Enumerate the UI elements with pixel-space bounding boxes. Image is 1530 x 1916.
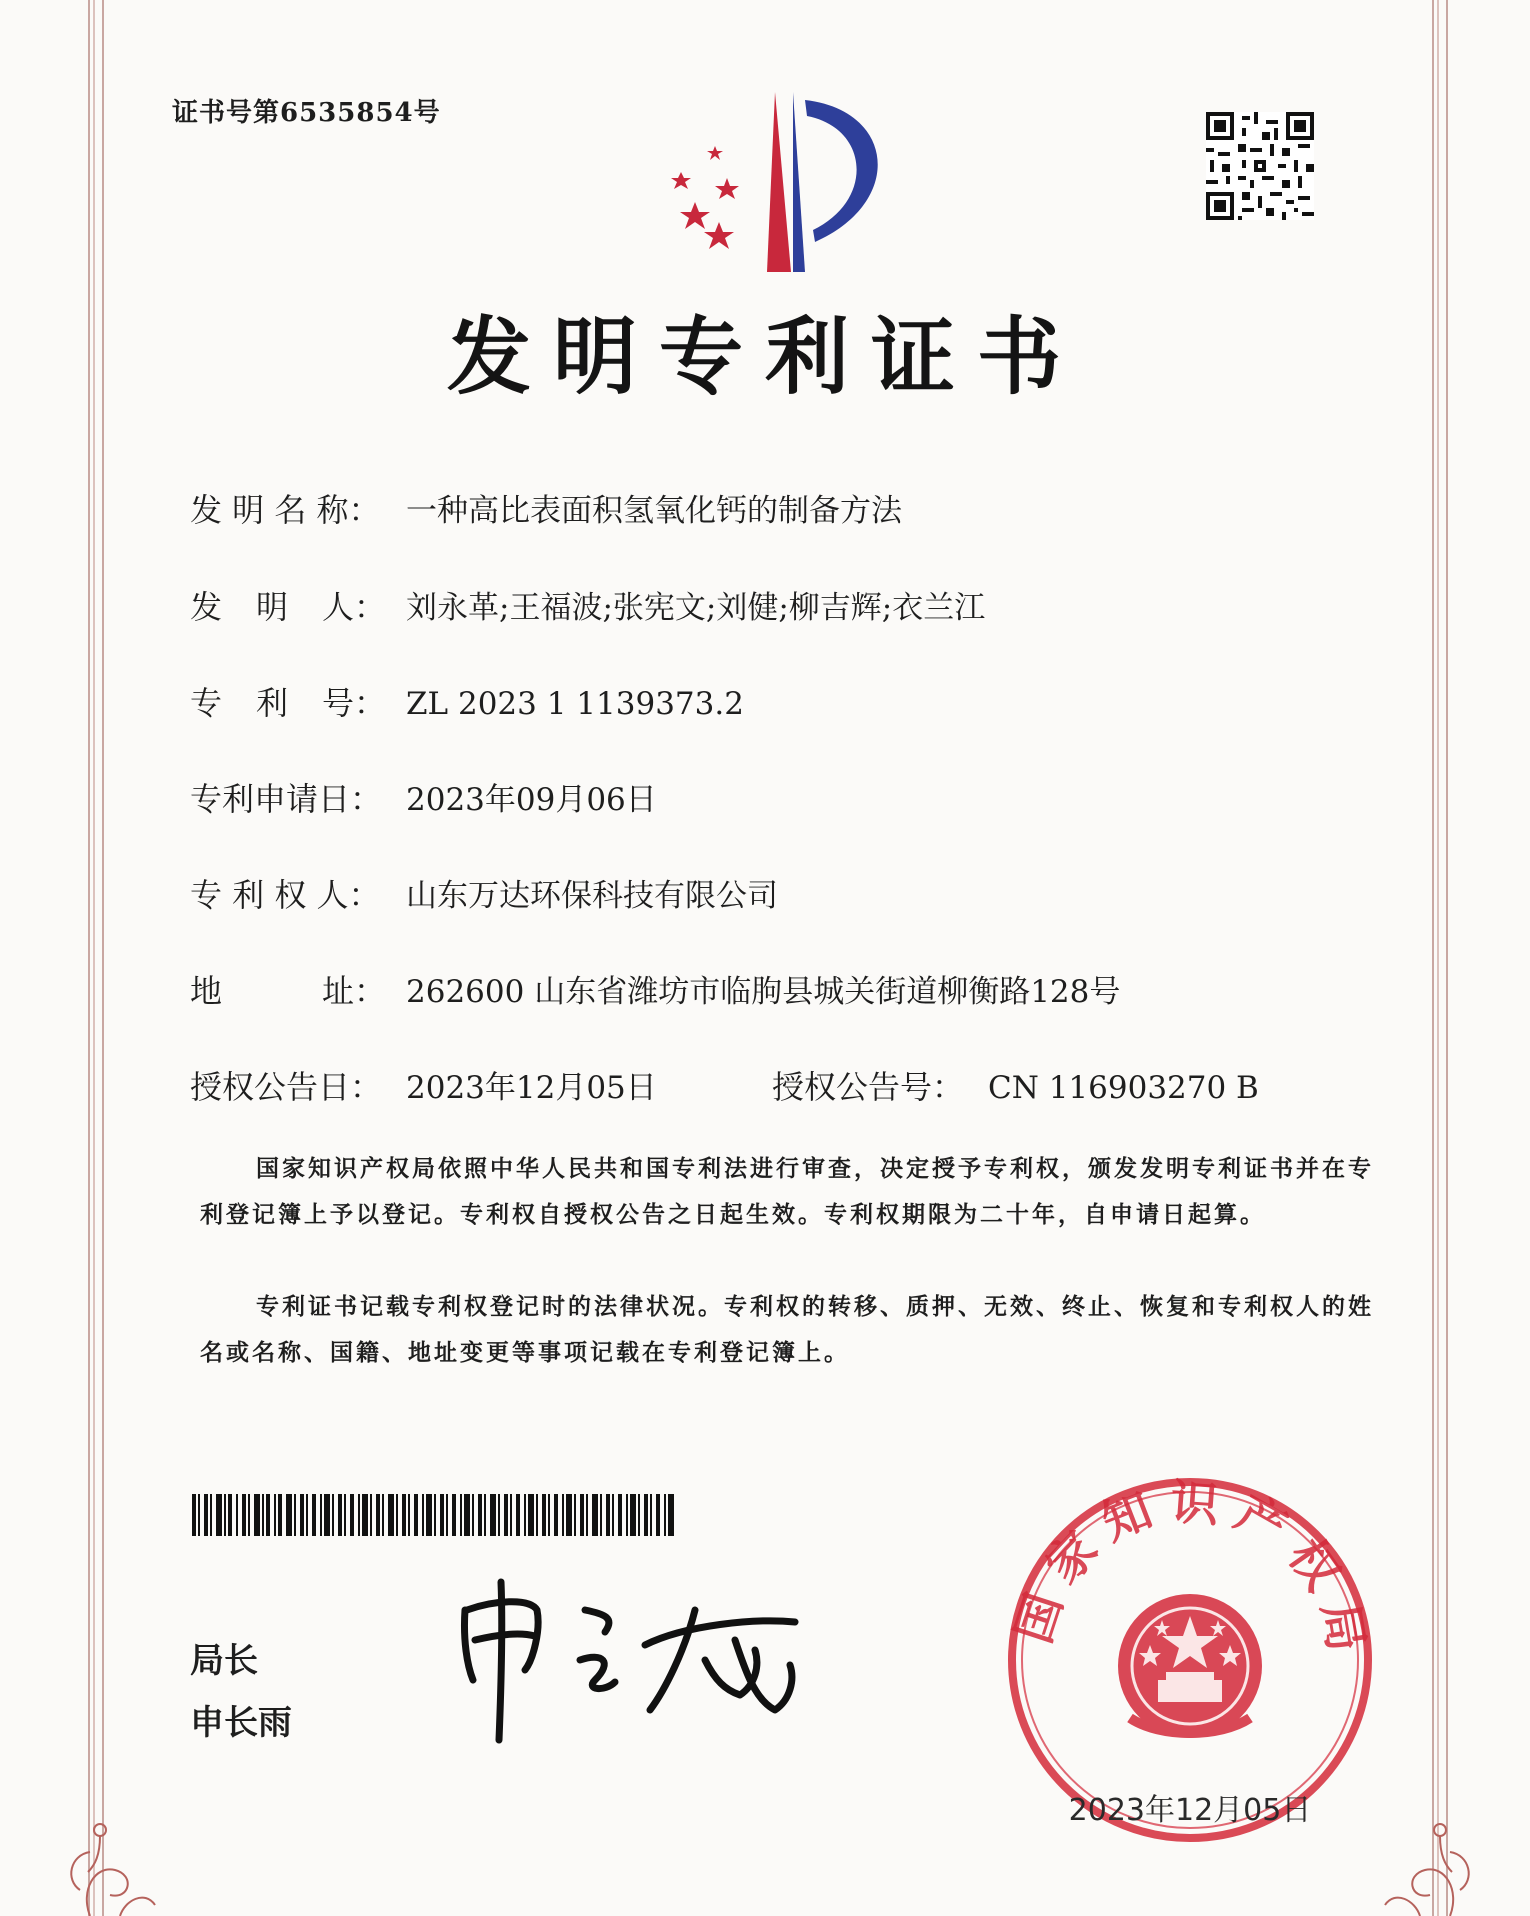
address-label: 地 址： [190, 972, 386, 1010]
patent-number-row [190, 678, 744, 724]
director-signature [455, 1570, 825, 1750]
inventors-value: 刘永革;王福波;张宪文;刘健;柳吉辉;衣兰江 [406, 590, 986, 626]
left-border-decoration [88, 0, 104, 1916]
seal-date: 2023年12月05日 [1068, 1793, 1312, 1828]
corner-ornament-right-icon [1360, 1740, 1480, 1916]
official-seal-icon [1000, 1470, 1380, 1850]
patentee-value: 山东万达环保科技有限公司 [406, 878, 778, 914]
inventors-row [190, 582, 985, 628]
grant-date-row [190, 1062, 657, 1108]
right-border-decoration [1432, 0, 1448, 1916]
invention-name-label: 发 明 名 称： [190, 491, 381, 529]
seal-ring-text: 国家知识产权局 [1005, 1474, 1377, 1670]
certificate-title: 发明专利证书 [446, 307, 1083, 406]
address-row [190, 966, 1120, 1012]
barcode-icon [192, 1494, 674, 1536]
grant-date-label: 授权公告日： [190, 1068, 383, 1106]
grant-date-value: 2023年12月05日 [406, 1070, 657, 1106]
qr-code-icon [1206, 112, 1314, 220]
invention-name-value: 一种高比表面积氢氧化钙的制备方法 [406, 493, 902, 529]
cnipa-logo-icon [655, 92, 895, 272]
certificate-number: 证书号第6535854号 [172, 98, 441, 128]
corner-ornament-left-icon [60, 1740, 180, 1916]
filing-date-label: 专利申请日： [190, 780, 383, 818]
patent-number-label: 专 利 号： [190, 684, 386, 722]
director-title: 局长 [190, 1641, 258, 1681]
legal-paragraph-2: 专利证书记载专利权登记时的法律状况。专利权的转移、质押、无效、终止、恢复和专利权人的姓名或名称、国籍、地址变更等事项记载在专利登记簿上。 [200, 1293, 1374, 1366]
grant-number-row [772, 1062, 1259, 1108]
patent-number-value: ZL 2023 1 1139373.2 [406, 686, 744, 722]
filing-date-row [190, 774, 657, 820]
grant-number-value: CN 116903270 B [988, 1070, 1259, 1106]
filing-date-value: 2023年09月06日 [406, 782, 657, 818]
director-name: 申长雨 [190, 1703, 292, 1743]
legal-paragraph-1: 国家知识产权局依照中华人民共和国专利法进行审查，决定授予专利权，颁发发明专利证书并在专利登记簿上予以登记。专利权自授权公告之日起生效。专利权期限为二十年，自申请日起算。 [200, 1155, 1374, 1228]
invention-name-row [190, 485, 902, 531]
patentee-row [190, 870, 778, 916]
grant-number-label: 授权公告号： [772, 1068, 965, 1106]
director-block [190, 1630, 292, 1754]
patentee-label: 专 利 权 人： [190, 876, 381, 914]
inventors-label: 发 明 人： [190, 588, 386, 626]
address-value: 262600 山东省潍坊市临朐县城关街道柳衡路128号 [406, 974, 1121, 1010]
